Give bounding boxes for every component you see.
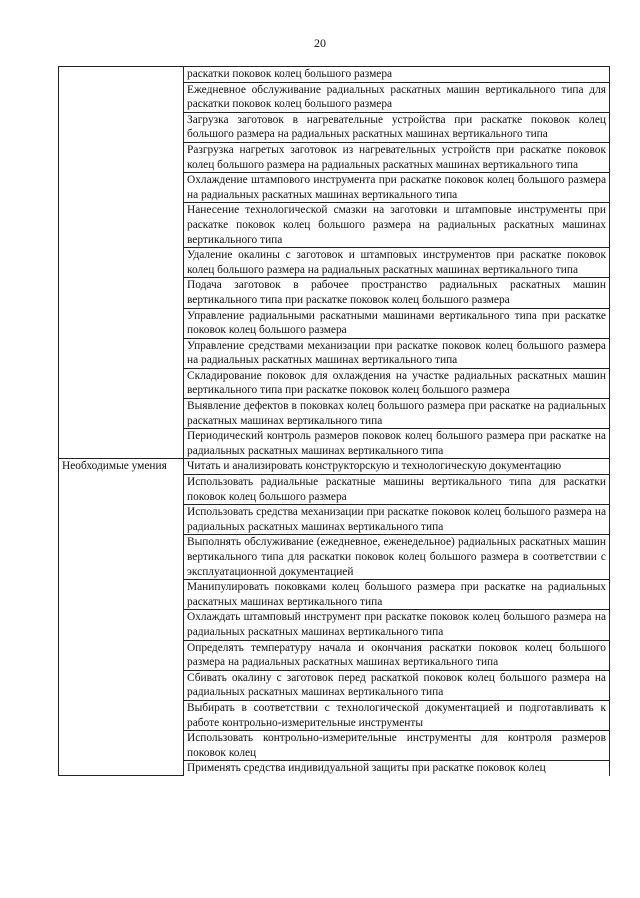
- section-label: [59, 67, 184, 459]
- requirement-item: Использовать средства механизации при раскатке поковок колец большого размера на радиальных раскатных машинах вертикального типа: [184, 505, 610, 535]
- page-number: 20: [314, 36, 326, 50]
- requirement-item: Управление радиальными раскатными машинами вертикального типа при раскатке поковок колец большого размера: [184, 308, 610, 338]
- table-row: [59, 459, 610, 475]
- requirement-item: Ежедневное обслуживание радиальных раскатных машин вертикального типа для раскатки поковок колец большого размера: [184, 82, 610, 112]
- requirement-item: Охлаждение штампового инструмента при раскатке поковок колец большого размера на радиальных раскатных машинах вертикального типа: [184, 173, 610, 203]
- requirement-item: Манипулировать поковками колец большого размера при раскатке на радиальных раскатных машинах вертикального типа: [184, 580, 610, 610]
- requirements-table: [58, 66, 610, 776]
- requirement-item: Периодический контроль размеров поковок колец большого размера при раскатке на радиальных раскатных машинах вертикального типа: [184, 429, 610, 459]
- requirement-item: Разгрузка нагретых заготовок из нагревательных устройств при раскатке поковок колец большого размера на радиальных раскатных машинах вертикального типа: [184, 142, 610, 172]
- requirements-table-body: [59, 67, 610, 776]
- requirement-item: Охлаждать штамповый инструмент при раскатке поковок колец большого размера на радиальных раскатных машинах вертикального типа: [184, 610, 610, 640]
- requirement-item: раскатки поковок колец большого размера: [184, 67, 610, 83]
- requirement-item: Определять температуру начала и окончания раскатки поковок колец большого размера на радиальных раскатных машинах вертикального типа: [184, 640, 610, 670]
- requirement-item: Удаление окалины с заготовок и штамповых инструментов при раскатке поковок колец большого размера на радиальных раскатных машинах вертикального типа: [184, 248, 610, 278]
- requirement-item: Читать и анализировать конструкторскую и технологическую документацию: [184, 459, 610, 475]
- table-row: [59, 67, 610, 83]
- requirement-item: Складирование поковок для охлаждения на участке радиальных раскатных машин вертикального типа при раскатке поковок колец большого размера: [184, 368, 610, 398]
- requirement-item: Сбивать окалину с заготовок перед раскаткой поковок колец большого размера на радиальных раскатных машинах вертикального типа: [184, 670, 610, 700]
- requirement-item: Управление средствами механизации при раскатке поковок колец большого размера на радиальных раскатных машинах вертикального типа: [184, 338, 610, 368]
- section-label: Необходимые умения: [59, 459, 184, 776]
- requirement-item: Нанесение технологической смазки на заготовки и штамповые инструменты при раскатке поковок колец большого размера на радиальных раскатных машинах вертикального типа: [184, 203, 610, 248]
- requirement-item: Выбирать в соответствии с технологической документацией и подготавливать к работе контрольно-измерительные инструменты: [184, 700, 610, 730]
- requirement-item: Подача заготовок в рабочее пространство радиальных раскатных машин вертикального типа при раскатке поковок колец большого размера: [184, 278, 610, 308]
- requirement-item: Использовать контрольно-измерительные инструменты для контроля размеров поковок колец: [184, 731, 610, 761]
- requirement-item: Выполнять обслуживание (ежедневное, еженедельное) радиальных раскатных машин вертикального типа для раскатки поковок колец большого размера в соответствии с эксплуатационной документацией: [184, 535, 610, 580]
- requirement-item: Загрузка заготовок в нагревательные устройства при раскатке поковок колец большого размера на радиальных раскатных машинах вертикального типа: [184, 112, 610, 142]
- requirement-item: Выявление дефектов в поковках колец большого размера при раскатке на радиальных раскатных машинах вертикального типа: [184, 399, 610, 429]
- requirement-item: Применять средства индивидуальной защиты при раскатке поковок колец: [184, 761, 610, 776]
- requirement-item: Использовать радиальные раскатные машины вертикального типа для раскатки поковок колец большого размера: [184, 475, 610, 505]
